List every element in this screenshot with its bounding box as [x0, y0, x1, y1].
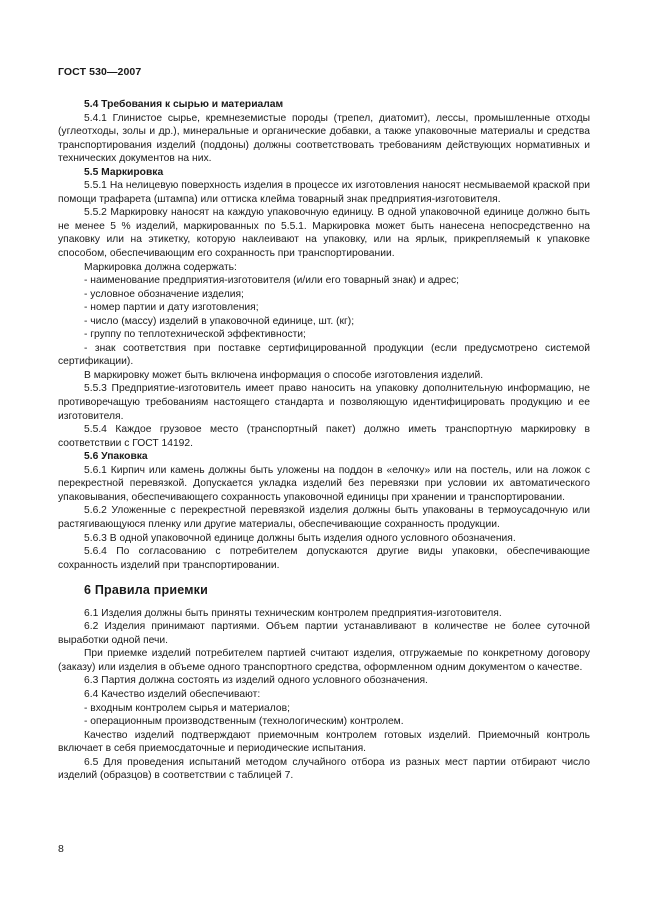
- paragraph: 6.5 Для проведения испытаний методом случайного отбора из разных мест партии отбирают число изделий (образцов) в соответствии с таблицей 7.: [58, 756, 590, 782]
- paragraph: 5.5.4 Каждое грузовое место (транспортный пакет) должно иметь транспортную маркировку в соответствии с ГОСТ 14192.: [58, 424, 590, 449]
- paragraph: 6.1 Изделия должны быть приняты техническим контролем предприятия-изготовителя.: [84, 607, 502, 619]
- list-item: - знак соответствия при поставке сертифицированной продукции (если предусмотрено системой сертификации).: [58, 342, 590, 368]
- paragraph: 5.5.3 Предприятие-изготовитель имеет право наносить на упаковку дополнительную информацию, не противоречащую требованиям настоящего стандарта и позволяющую идентифицировать продукцию и ее изготовителя.: [58, 383, 590, 422]
- paragraph: 6.2 Изделия принимают партиями. Объем партии устанавливают в количестве не более суточной выработки одной печи.: [58, 621, 590, 646]
- paragraph: 6.3 Партия должна состоять из изделий одного условного обозначения.: [84, 675, 428, 687]
- paragraph: 5.6.2 Уложенные с перекрестной перевязкой изделия должны быть упакованы в термоусадочную или растягивающуюся пленку или другие материалы, обеспечивающие сохранность продукции.: [58, 505, 590, 530]
- paragraph: 6.4 Качество изделий обеспечивают:: [84, 688, 261, 700]
- paragraph: 5.4.1 Глинистое сырье, кремнеземистые породы (трепел, диатомит), лессы, промышленные отходы (углеотходы, золы и др.), минеральные и органические добавки, а также упаковочные материалы и средства транспортирования изделий (поддоны) должны соответствовать требованиям действующих нормативных и технических документов на них.: [58, 112, 590, 165]
- chapter-heading: 6 Правила приемки: [84, 583, 208, 598]
- paragraph: 5.5.2 Маркировку наносят на каждую упаковочную единицу. В одной упаковочной единице должно быть не менее 5 % изделий, маркированных по 5.5.1. Маркировка может быть нанесена непосредственно на упаковку или на этикетку, которую наклеивают на упаковку, или на ярлык, прикрепляемый к упаковке способом, обеспечивающим его сохранность при транспортировании.: [58, 207, 590, 260]
- list-item: - входным контролем сырья и материалов;: [84, 702, 290, 714]
- list-item: - число (массу) изделий в упаковочной единице, шт. (кг);: [84, 315, 355, 327]
- paragraph: Качество изделий подтверждают приемочным контролем готовых изделий. Приемочный контроль включает в себя приемосдаточные и периодические испытания.: [58, 729, 590, 755]
- section-heading: 5.4 Требования к сырью и материалам: [84, 99, 284, 110]
- list-item: - условное обозначение изделия;: [84, 288, 244, 300]
- paragraph: 5.6.3 В одной упаковочной единице должны быть изделия одного условного обозначения.: [84, 532, 516, 544]
- document-body: [58, 98, 590, 783]
- paragraph: При приемке изделий потребителем партией считают изделия, отгружаемые по конкретному договору (заказу) или изделия в объеме одного транспортного средства, оформленном одним документом о качестве.: [58, 648, 590, 673]
- list-item: - наименование предприятия-изготовителя (и/или его товарный знак) и адрес;: [84, 275, 460, 287]
- list-item: - операционным производственным (технологическим) контролем.: [84, 716, 404, 728]
- paragraph: Маркировка должна содержать:: [84, 261, 237, 273]
- paragraph: 5.6.1 Кирпич или камень должны быть уложены на поддон в «елочку» или на постель, или на ложок с перекрестной перевязкой. Допускается укладка изделий без перевязки при условии их автоматического упаковывания, обеспечивающего сохранность упаковочной единицы при хранении и транспортировании.: [58, 464, 590, 503]
- page-number: 8: [58, 843, 64, 855]
- paragraph: В маркировку может быть включена информация о способе изготовления изделий.: [84, 369, 484, 381]
- document-header: ГОСТ 530—2007: [58, 66, 142, 78]
- paragraph: 5.6.4 По согласованию с потребителем допускаются другие виды упаковки, обеспечивающие сохранность изделий при транспортировании.: [58, 546, 590, 571]
- list-item: - группу по теплотехнической эффективности;: [84, 329, 306, 341]
- paragraph: 5.5.1 На нелицевую поверхность изделия в процессе их изготовления наносят несмываемой краской при помощи трафарета (штампа) или оттиска клейма товарный знак предприятия-изготовителя.: [58, 180, 590, 205]
- list-item: - номер партии и дату изготовления;: [84, 302, 259, 314]
- section-heading: 5.5 Маркировка: [84, 166, 164, 178]
- section-heading: 5.6 Упаковка: [84, 451, 148, 463]
